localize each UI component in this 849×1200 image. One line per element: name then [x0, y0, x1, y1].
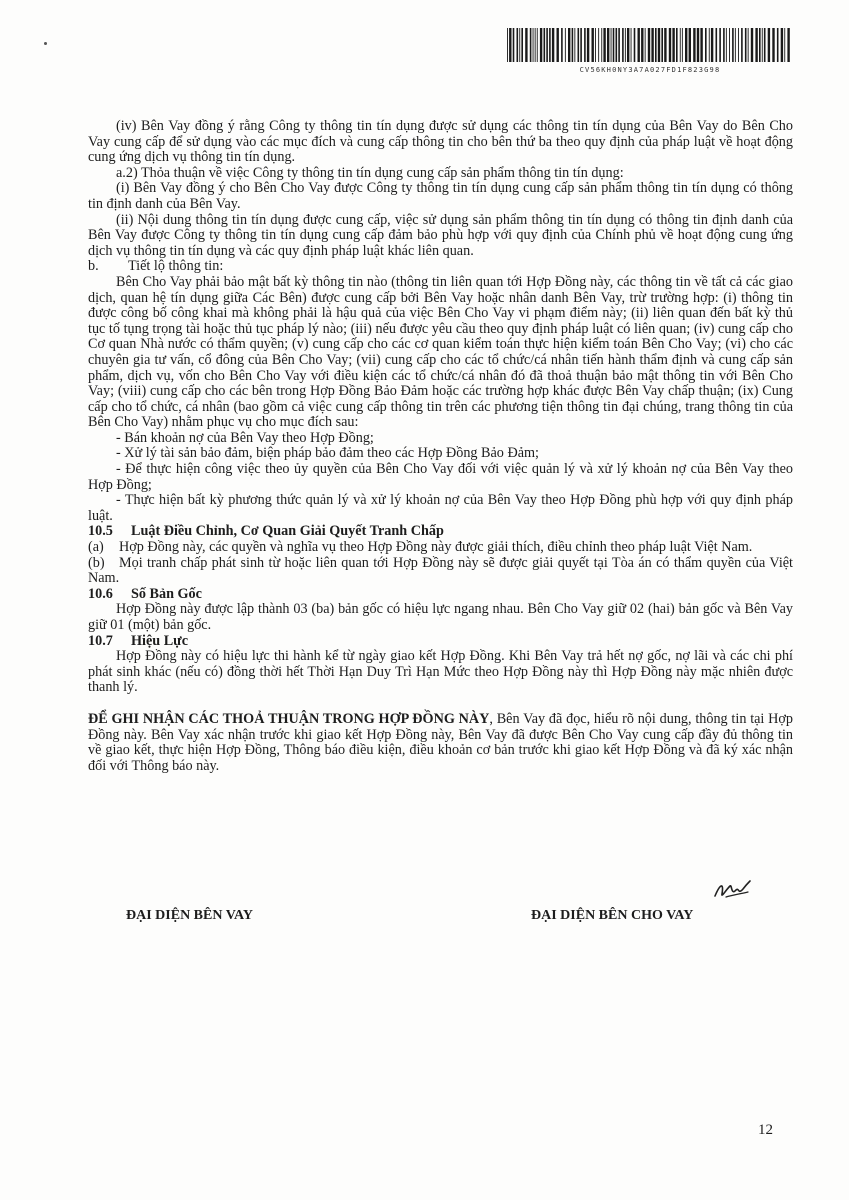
barcode-bar: [587, 28, 589, 62]
barcode-bar: [648, 28, 650, 62]
barcode-bar: [738, 28, 739, 62]
barcode-bar: [574, 28, 575, 62]
barcode-bar: [759, 28, 761, 62]
section-10-7-text: Hợp Đồng này có hiệu lực thi hành kể từ ngày giao kết Hợp Đồng. Khi Bên Vay trả hết nợ gốc, nợ lãi và các chi phí phát sinh khác (nếu có) đồng thời hết Thời Hạn Duy Trì Hạn Mức theo Hợp Đồng này thì Hợp Đồng này mặc nhiên được thanh lý.: [88, 648, 793, 696]
paragraph-a2-ii: (ii) Nội dung thông tin tín dụng được cung cấp, việc sử dụng sản phẩm thông tin tín dụng có thông tin định danh của Bên Vay được Công ty thông tin tín dụng cung cấp đảm bảo phù hợp với quy định của Chính phủ về hoạt động cung ứng dịch vụ thông tin tín dụng và các quy định pháp luật khác liên quan.: [88, 211, 793, 259]
barcode-bar: [613, 28, 615, 62]
barcode-bar: [680, 28, 681, 62]
bullet-item: - Xử lý tài sản bảo đảm, biện pháp bảo đảm theo các Hợp Đồng Bảo Đảm;: [116, 445, 539, 462]
barcode-bar: [580, 28, 582, 62]
item-text: Mọi tranh chấp phát sinh từ hoặc liên quan tới Hợp Đồng này sẽ được giải quyết tại Tòa án có thẩm quyền của Việt Nam.: [88, 554, 793, 587]
barcode-bar: [578, 28, 580, 62]
barcode-bar: [682, 28, 683, 62]
barcode-bar: [584, 28, 586, 62]
barcode-bar: [651, 28, 653, 62]
barcode-bar: [748, 28, 749, 62]
barcode-bar: [616, 28, 618, 62]
barcode-bar: [552, 28, 554, 62]
paragraph-iv: (iv) Bên Vay đồng ý rằng Công ty thông tin tín dụng được sử dụng các thông tin tín dụng của Bên Vay do Bên Cho Vay cung cấp để sử dụng vào các mục đích và cung cấp thông tin cho bên thứ ba theo quy định của pháp luật về hoạt động cung ứng dịch vụ thông tin tín dụng.: [88, 118, 793, 166]
barcode-bar: [645, 28, 646, 62]
barcode-bar: [745, 28, 747, 62]
barcode-bar: [655, 28, 657, 62]
barcode-bar: [549, 28, 551, 62]
barcode: [505, 28, 795, 80]
barcode-bar: [557, 28, 559, 62]
confirmation-lead: ĐỂ GHI NHẬN CÁC THOẢ THUẬN TRONG HỢP ĐỒNG NÀY: [88, 710, 490, 727]
barcode-bar: [751, 28, 753, 62]
barcode-bar: [672, 28, 674, 62]
barcode-bars: [505, 28, 795, 64]
barcode-bar: [777, 28, 779, 62]
section-number: 10.5: [88, 523, 113, 540]
section-10-6-text: Hợp Đồng này được lập thành 03 (ba) bản gốc có hiệu lực ngang nhau. Bên Cho Vay giữ 02 (hai) bản gốc và Bên Vay giữ 01 (một) bản gốc.: [88, 601, 793, 633]
lender-representative: ĐẠI DIỆN BÊN CHO VAY: [531, 908, 694, 923]
scan-speck: [44, 42, 47, 45]
barcode-bar: [533, 28, 534, 62]
confirmation-paragraph: [88, 712, 793, 774]
barcode-bar: [546, 28, 548, 62]
paragraph-a2: a.2) Thỏa thuận về việc Công ty thông tin tín dụng cung cấp sản phẩm thông tin tín dụng:: [116, 164, 624, 181]
bullet-item: - Thực hiện bất kỳ phương thức quản lý và xử lý khoản nợ của Bên Vay theo Hợp Đồng phù hợp với quy định pháp luật.: [88, 492, 793, 524]
barcode-bar: [572, 28, 574, 62]
section-number: 10.7: [88, 632, 113, 649]
borrower-representative: ĐẠI DIỆN BÊN VAY: [126, 908, 253, 923]
section-title: Luật Điều Chỉnh, Cơ Quan Giải Quyết Tranh Chấp: [131, 523, 444, 540]
barcode-bar: [592, 28, 594, 62]
page-number: 12: [758, 1122, 773, 1138]
barcode-bar: [530, 28, 532, 62]
barcode-bar: [641, 28, 643, 62]
barcode-bar: [768, 28, 770, 62]
barcode-bar: [561, 28, 563, 62]
barcode-bar: [693, 28, 695, 62]
barcode-bar: [729, 28, 730, 62]
barcode-bar: [627, 28, 629, 62]
initials-signature: [712, 878, 752, 900]
barcode-bar: [565, 28, 566, 62]
barcode-bar: [700, 28, 702, 62]
item-label: (b): [88, 554, 105, 571]
barcode-bar: [716, 28, 718, 62]
barcode-bar: [709, 28, 710, 62]
barcode-bar: [634, 28, 636, 62]
barcode-bar: [618, 28, 620, 62]
confirmation-text: , Bên Vay đã đọc, hiểu rõ nội dung, thông tin tại Hợp Đồng này. Bên Vay xác nhận trước khi giao kết Hợp Đồng này, Bên Vay đã được Bên Cho Vay cung cấp đầy đủ thông tin về giao kết, thực hiện Hợp Đồng, Thông báo điều kiện, điều khoản cơ bản trước khi giao kết Hợp Đồng và đã ký xác nhận đối với Thông báo này.: [88, 710, 793, 774]
barcode-bar: [755, 28, 757, 62]
barcode-bar: [521, 28, 523, 62]
paragraph-a2-i: (i) Bên Vay đồng ý cho Bên Cho Vay được Công ty thông tin tín dụng cung cấp sản phẩm thông tin tín dụng có thông tin định danh của Bên Vay.: [88, 180, 793, 212]
barcode-bar: [661, 28, 663, 62]
barcode-bar: [625, 28, 626, 62]
barcode-bar: [601, 28, 602, 62]
barcode-bar: [664, 28, 666, 62]
section-number: 10.6: [88, 585, 113, 602]
barcode-bar: [509, 28, 511, 62]
barcode-bar: [638, 28, 640, 62]
barcode-bar: [535, 28, 536, 62]
item-text: Hợp Đồng này, các quyền và nghĩa vụ theo Hợp Đồng này được giải thích, điều chỉnh theo pháp luật Việt Nam.: [119, 539, 753, 556]
barcode-bar: [513, 28, 515, 62]
barcode-bar: [519, 28, 520, 62]
barcode-bar: [711, 28, 713, 62]
barcode-bar: [689, 28, 691, 62]
item-label: (a): [88, 539, 104, 556]
paragraph-b-body: Bên Cho Vay phải bảo mật bất kỳ thông tin nào (thông tin liên quan tới Hợp Đồng này, các thông tin về tất cả các giao dịch, quan hệ tín dụng giữa Các Bên) được cung cấp bởi Bên Vay hoặc nhân danh Bên Vay, trừ trường hợp: (i) thông tin được công bố công khai mà không phải là hậu quả của việc Bên Cho Vay vi phạm điểm này; (ii) liên quan đến bất kỳ thủ tục tố tụng trọng tài hoặc thủ tục pháp lý nào; (iii) nếu được yêu cầu theo quy định pháp luật có liên quan; (iv) cung cấp cho Cơ quan Nhà nước có thẩm quyền; (v) cung cấp cho các cơ quan kiểm toán thực hiện kiểm toán Bên Cho Vay; (vi) cho các chuyên gia tư vấn, cổ đông của Bên Cho Vay; (vii) cung cấp cho các tổ chức/cá nhân tiến hành thẩm định và cung cấp sản phẩm, dịch vụ, vốn cho Bên Cho Vay với điều kiện các tổ chức/cá nhân đó đã thoả thuận bảo mật thông tin với Bên Cho Vay; (viii) cung cấp cho các bên trong Hợp Đồng Bảo Đảm hoặc các trường hợp khác được Bên Vay chấp thuận; (ix) Cung cấp cho tổ chức, cá nhân (bao gồm cả việc cung cấp thông tin trên các phương tiện thông tin đại chúng, trang thông tin của Bên Cho Vay) nhằm phục vụ cho mục đích sau:: [88, 273, 793, 431]
barcode-bar: [598, 28, 599, 62]
bullet-item: - Để thực hiện công việc theo ủy quyền của Bên Cho Vay đối với việc quản lý và xử lý khoản nợ của Bên Vay theo Hợp Đồng;: [88, 461, 793, 493]
barcode-bar: [537, 28, 538, 62]
barcode-bar: [544, 28, 546, 62]
section-b-label: b.: [88, 258, 99, 275]
barcode-bar: [685, 28, 687, 62]
barcode-bar: [595, 28, 596, 62]
barcode-bar: [705, 28, 707, 62]
barcode-bar: [669, 28, 671, 62]
document-body: [88, 119, 793, 774]
barcode-bar: [726, 28, 727, 62]
section-10-7-heading: [88, 634, 793, 650]
barcode-bar: [719, 28, 721, 62]
section-10-5-b: [88, 556, 793, 587]
barcode-bar: [781, 28, 783, 62]
section-10-6-heading: [88, 587, 793, 603]
barcode-bar: [658, 28, 660, 62]
barcode-bar: [697, 28, 699, 62]
barcode-bar: [607, 28, 609, 62]
barcode-bar: [723, 28, 725, 62]
barcode-text: CV56KH0NY3A7A027FD1F823G98: [579, 66, 721, 74]
section-b-title: Tiết lộ thông tin:: [128, 258, 224, 275]
barcode-bar: [568, 28, 570, 62]
barcode-bar: [732, 28, 734, 62]
barcode-bar: [762, 28, 763, 62]
section-b-heading: [88, 259, 793, 275]
barcode-bar: [603, 28, 605, 62]
barcode-bar: [540, 28, 542, 62]
section-title: Số Bản Gốc: [131, 585, 202, 602]
barcode-bar: [631, 28, 632, 62]
barcode-bar: [772, 28, 774, 62]
section-title: Hiệu Lực: [131, 632, 188, 649]
barcode-bar: [517, 28, 519, 62]
barcode-bar: [525, 28, 527, 62]
barcode-bar: [622, 28, 624, 62]
barcode-bar: [784, 28, 785, 62]
bullet-item: - Bán khoản nợ của Bên Vay theo Hợp Đồng;: [116, 429, 374, 446]
barcode-bar: [741, 28, 743, 62]
barcode-bar: [676, 28, 678, 62]
barcode-bar: [507, 28, 508, 62]
barcode-bar: [735, 28, 736, 62]
barcode-bar: [611, 28, 612, 62]
barcode-bar: [787, 28, 789, 62]
section-10-5-a: [88, 540, 793, 556]
section-10-5-heading: [88, 524, 793, 540]
barcode-bar: [764, 28, 766, 62]
